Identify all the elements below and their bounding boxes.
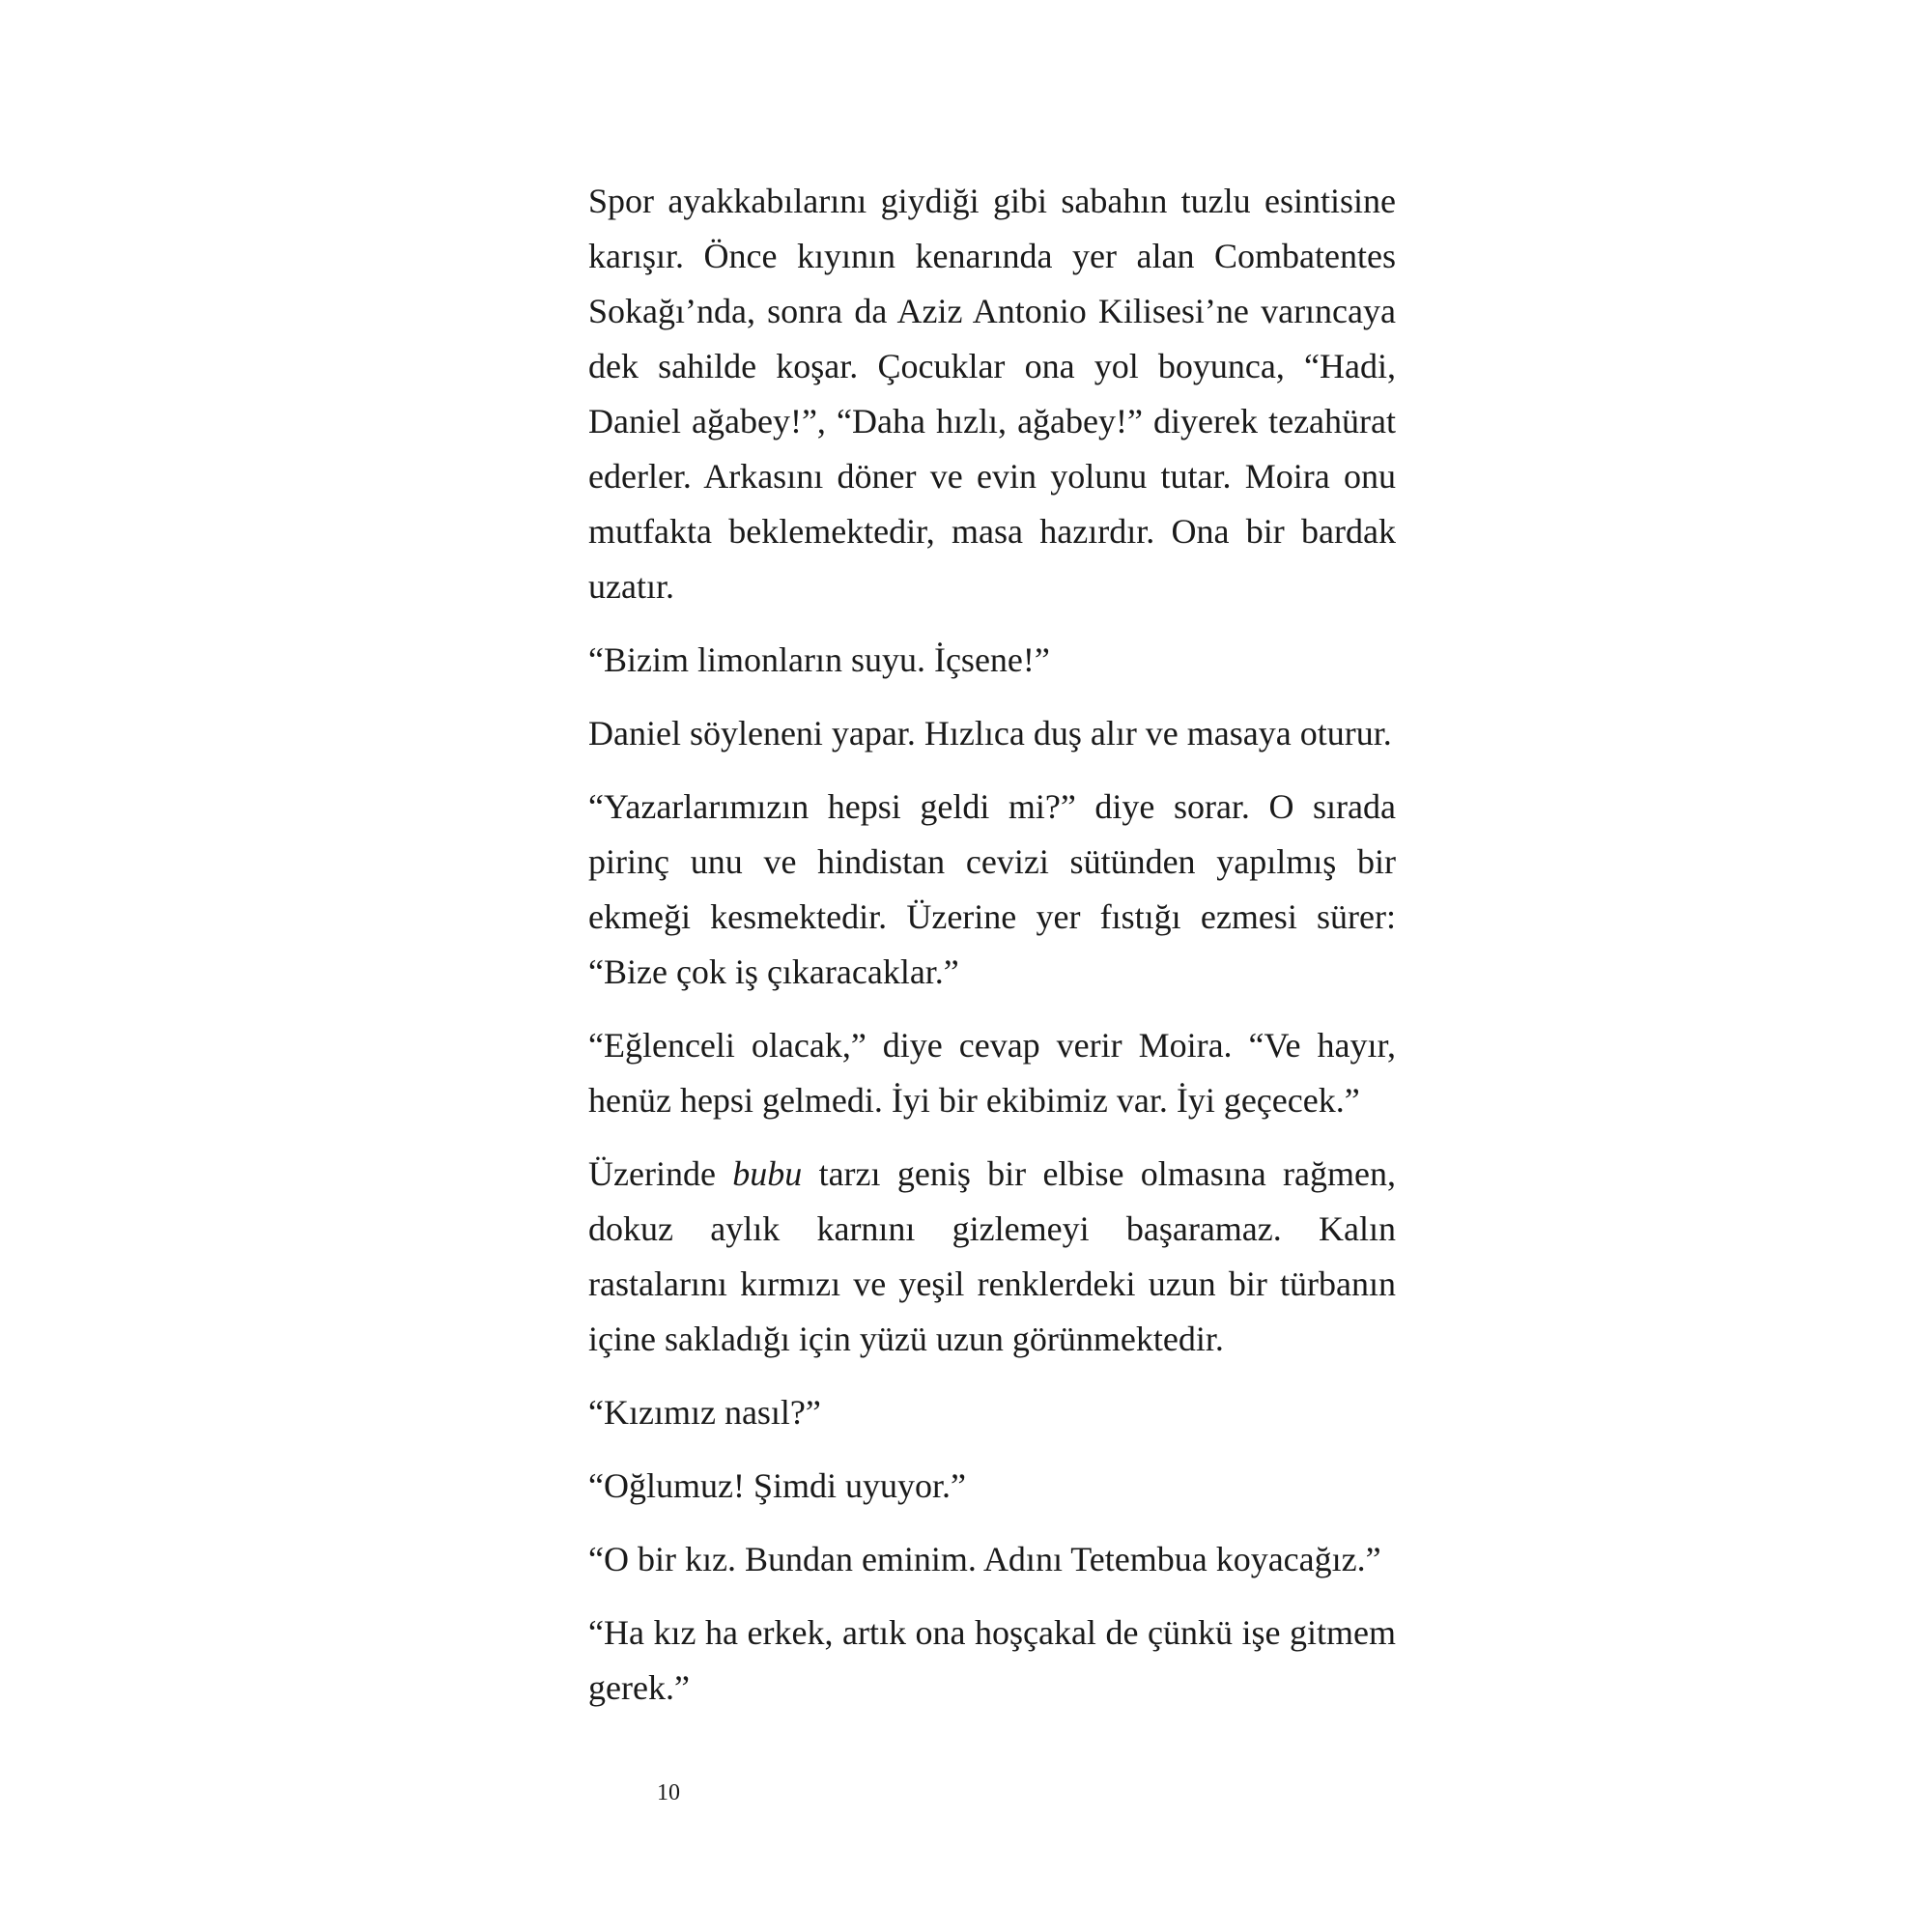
paragraph-9: “O bir kız. Bundan eminim. Adını Tetembua koyacağız.” <box>588 1540 1381 1578</box>
paragraph-10: “Ha kız ha erkek, artık ona hoşçakal de çünkü işe gitmem gerek.” <box>588 1613 1396 1707</box>
paragraph-2: “Bizim limonların suyu. İçsene!” <box>588 640 1050 679</box>
paragraph-1: Spor ayakkabılarını giydiği gibi sabahın tuzlu esintisine karışır. Önce kıyının kenarında yer alan Combatentes Sokağı’nda, sonra da Aziz Antonio Kilisesi’ne varıncaya dek sahilde koşar. Çocuklar ona yol boyunca, “Hadi, Daniel ağabey!”, “Daha hızlı, ağabey!” diyerek tezahürat ederler. Arkasını döner ve evin yolunu tutar. Moira onu mutfakta beklemektedir, masa hazırdır. Ona bir bardak uzatır. <box>588 182 1396 606</box>
paragraph-5: “Eğlenceli olacak,” diye cevap verir Moira. “Ve hayır, henüz hepsi gelmedi. İyi bir ekibimiz var. İyi geçecek.” <box>588 1026 1396 1120</box>
body-text <box>588 174 1396 1734</box>
paragraph-8: “Oğlumuz! Şimdi uyuyor.” <box>588 1466 966 1505</box>
italic-word-bubu: bubu <box>732 1154 803 1193</box>
paragraph-3: Daniel söyleneni yapar. Hızlıca duş alır ve masaya oturur. <box>588 714 1392 753</box>
paragraph-6 <box>588 1147 1396 1367</box>
page-number: 10 <box>657 1780 680 1805</box>
paragraph-6-rest: tarzı geniş bir elbise olmasına rağmen, dokuz aylık karnını gizlemeyi başaramaz. Kalın rastalarını kırmızı ve yeşil renklerdeki uzun bir türbanın içine sakladığı için yüzü uzun görünmektedir. <box>588 1154 1396 1358</box>
paragraph-7: “Kızımız nasıl?” <box>588 1393 821 1432</box>
paragraph-4: “Yazarlarımızın hepsi geldi mi?” diye sorar. O sırada pirinç unu ve hindistan cevizi sütünden yapılmış bir ekmeği kesmektedir. Üzerine yer fıstığı ezmesi sürer: “Bize çok iş çıkaracaklar.” <box>588 787 1396 991</box>
paragraph-6-start: Üzerinde <box>588 1154 733 1193</box>
